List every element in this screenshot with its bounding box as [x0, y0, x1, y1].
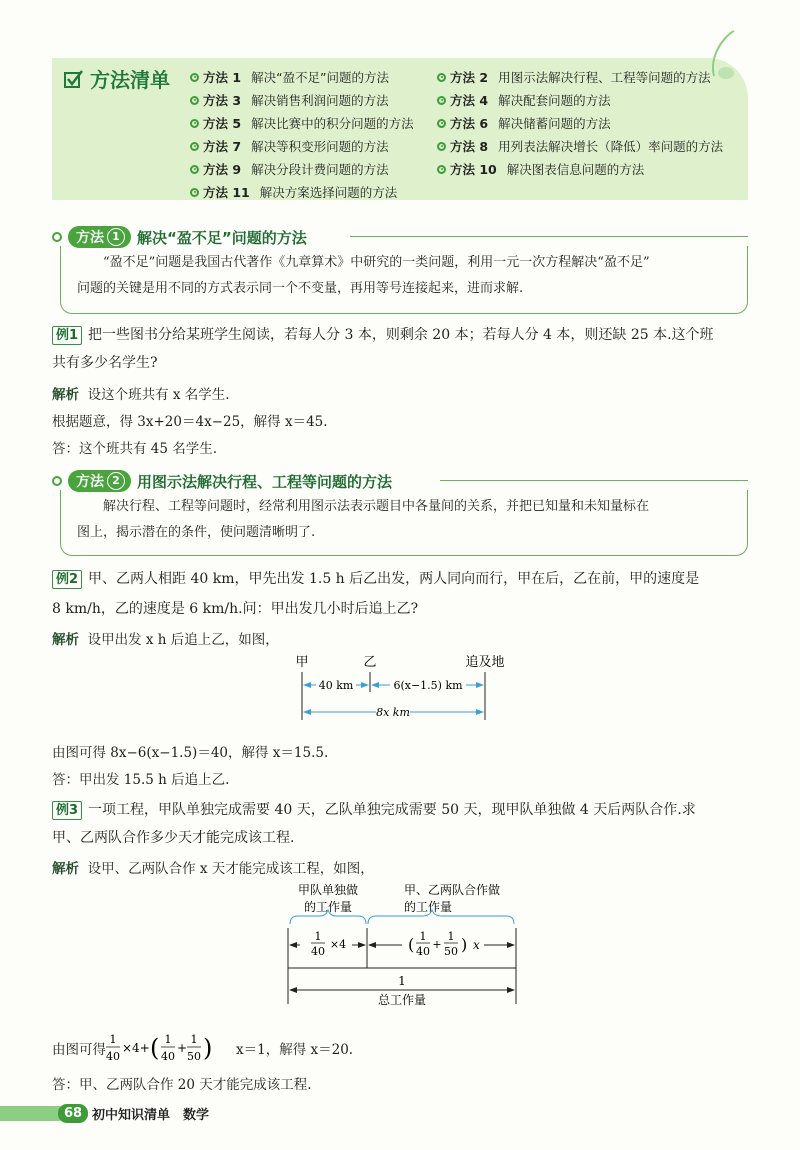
page-number: 68: [58, 1104, 88, 1123]
method1-label: 方法: [76, 230, 104, 246]
example3-answer-line2: [52, 1030, 353, 1066]
method-item-num: 方法 8: [450, 139, 489, 154]
bullet-icon: [190, 165, 199, 174]
method2-title: 用图示法解决行程、工程等问题的方法: [137, 472, 393, 491]
page-footer: [0, 1100, 260, 1128]
svg-text:x: x: [473, 938, 480, 952]
label-bg: [402, 930, 484, 960]
bullet-icon: [437, 142, 446, 151]
heading-bullet-icon: [52, 476, 62, 486]
label-6x: 6(x−1.5) km: [393, 679, 463, 692]
svg-text:50: 50: [187, 1050, 201, 1063]
svg-text:(: (: [408, 935, 415, 954]
example2-question: [52, 566, 748, 592]
divider: [350, 236, 748, 237]
method1-heading: [52, 226, 307, 248]
method-item-text: 解决销售利润问题的方法: [251, 93, 389, 108]
method2-label: 方法: [76, 474, 104, 490]
svg-text:1: 1: [164, 1033, 172, 1046]
example2-q-line2: 8 km/h，乙的速度是 6 km/h.问：甲出发几小时后追上乙?: [52, 601, 419, 617]
answer-text: 设甲出发 x h 后追上乙，如图，: [87, 632, 279, 648]
method-item-num: 方法 4: [450, 93, 489, 108]
panel-title-text: 方法清单: [90, 68, 170, 92]
method-item-text: 解决方案选择问题的方法: [259, 185, 398, 200]
answer-text: 设甲、乙两队合作 x 天才能完成该工程，如图，: [87, 861, 374, 877]
heading-bullet-icon: [52, 232, 62, 242]
method-item-5[interactable]: [190, 114, 414, 132]
bullet-icon: [190, 188, 199, 197]
svg-text:40: 40: [106, 1050, 120, 1063]
method-item-11[interactable]: [190, 183, 397, 201]
example2-tag: 例2: [52, 570, 82, 589]
method1-desc-box: [60, 246, 748, 314]
method-item-num: 方法 7: [203, 139, 242, 154]
example3-q-line2: 甲、乙两队合作多少天才能完成该工程.: [52, 830, 295, 846]
method-item-8[interactable]: [437, 137, 723, 155]
analysis-label: 解析: [52, 632, 79, 648]
svg-text:(: (: [150, 1034, 160, 1062]
answer-text: 设这个班共有 x 名学生.: [87, 387, 230, 403]
method-item-text: 解决比赛中的积分问题的方法: [251, 116, 414, 131]
svg-text:40: 40: [311, 945, 325, 958]
method-item-9[interactable]: [190, 160, 389, 178]
bullet-icon: [437, 119, 446, 128]
method-item-text: 解决“盈不足”问题的方法: [251, 70, 390, 85]
example1-answer-line1: [52, 383, 230, 403]
label-together-1: 甲、乙两队合作做: [403, 883, 501, 897]
method-item-num: 方法 11: [203, 185, 250, 200]
label-jia: 甲: [295, 655, 309, 670]
svg-text:1: 1: [447, 930, 455, 943]
example1-q-line2: 共有多少名学生?: [52, 355, 158, 371]
label-total-num: 1: [398, 974, 406, 988]
footer-text: 初中知识清单 数学: [92, 1108, 210, 1123]
example3-answer-line1: [52, 857, 374, 877]
bullet-icon: [190, 142, 199, 151]
method1-desc-line1: “盈不足”问题是我国古代著作《九章算术》中研究的一类问题，利用一元一次方程解决“盈不足”: [103, 255, 650, 270]
analysis-label: 解析: [52, 861, 79, 877]
method-item-num: 方法 6: [450, 116, 489, 131]
bullet-icon: [437, 165, 446, 174]
method-item-7[interactable]: [190, 137, 389, 155]
bullet-icon: [437, 96, 446, 105]
method-item-10[interactable]: [437, 160, 644, 178]
example3-tag: 例3: [52, 801, 82, 820]
bullet-icon: [190, 73, 199, 82]
eq-suffix: x＝1，解得 x＝20.: [236, 1042, 354, 1058]
method-item-num: 方法 5: [203, 116, 242, 131]
work-diagram: [280, 878, 530, 1010]
method2-heading: [52, 470, 392, 492]
example3-q-line1: 一项工程，甲队单独完成需要 40 天，乙队单独完成需要 50 天，现甲队单独做 4 天后两队合作.求: [88, 802, 696, 818]
divider: [440, 480, 748, 481]
method-item-text: 解决等积变形问题的方法: [251, 139, 389, 154]
method1-num: 1: [107, 228, 125, 246]
method-item-1[interactable]: [190, 68, 389, 86]
label-8x: 8x km: [376, 706, 410, 719]
label-40km: 40 km: [318, 679, 354, 692]
method1-title: 解决“盈不足”问题的方法: [137, 228, 307, 247]
method-item-text: 解决储蓄问题的方法: [498, 116, 611, 131]
label-jia-alone-2: 的工作量: [303, 900, 353, 914]
svg-text:50: 50: [444, 945, 458, 958]
method-item-6[interactable]: [437, 114, 611, 132]
method-item-text: 用图示法解决行程、工程等问题的方法: [498, 70, 711, 85]
method2-desc-box: [60, 490, 748, 556]
example1-answer-line2: 根据题意，得 3x+20＝4x−25，解得 x＝45.: [52, 414, 328, 430]
example2-q-line1: 甲、乙两人相距 40 km，甲先出发 1.5 h 后乙出发，两人同向而行，甲在后，乙在前，甲的速度是: [88, 571, 700, 587]
method-item-num: 方法 10: [450, 162, 497, 177]
svg-text:1: 1: [109, 1033, 117, 1046]
example2-answer-line3: 答：甲出发 15.5 h 后追上乙.: [52, 772, 230, 788]
svg-text:+: +: [177, 1041, 188, 1055]
svg-text:×4+: ×4+: [122, 1041, 150, 1055]
bullet-icon: [190, 96, 199, 105]
example1-q-line1: 把一些图书分给某班学生阅读，若每人分 3 本，则剩余 20 本；若每人分 4 本，则还缺 25 本.这个班: [88, 327, 714, 343]
panel-title: [64, 64, 170, 93]
svg-text:+: +: [432, 938, 442, 951]
method2-desc-line2: 图上，揭示潜在的条件，使问题清晰明了.: [77, 525, 316, 540]
method1-pill: [68, 226, 131, 248]
method-item-num: 方法 3: [203, 93, 242, 108]
example1-tag: 例1: [52, 326, 82, 345]
eq-prefix: 由图可得: [52, 1042, 106, 1058]
method1-desc-line2: 问题的关键是用不同的方式表示同一个不变量，再用等号连接起来，进而求解.: [77, 281, 524, 296]
chase-diagram: [280, 650, 520, 730]
svg-text:40: 40: [161, 1050, 175, 1063]
checkbox-check-icon: [64, 69, 84, 89]
method2-pill: [68, 470, 131, 492]
svg-text:40: 40: [416, 945, 430, 958]
bullet-icon: [437, 73, 446, 82]
svg-text:1: 1: [314, 930, 322, 943]
method2-desc-line1: 解决行程、工程等问题时，经常利用图示法表示题目中各量间的关系，并把已知量和未知量标在: [103, 499, 650, 514]
method-item-text: 解决配套问题的方法: [498, 93, 611, 108]
method-item-2[interactable]: [437, 68, 711, 86]
svg-text:): ): [203, 1034, 213, 1062]
method-item-text: 用列表法解决增长（降低）率问题的方法: [498, 139, 724, 154]
label-jia-alone-1: 甲队单独做: [297, 883, 359, 897]
footer-bar: [0, 1106, 66, 1121]
example1-question: [52, 322, 748, 348]
label-yi: 乙: [363, 655, 377, 670]
svg-text:1: 1: [419, 930, 427, 943]
label-together-2: 的工作量: [403, 900, 453, 914]
analysis-label: 解析: [52, 387, 79, 403]
svg-text:1: 1: [190, 1033, 198, 1046]
method-item-4[interactable]: [437, 91, 611, 109]
svg-text:×4: ×4: [329, 938, 347, 951]
bullet-icon: [190, 119, 199, 128]
method2-num: 2: [107, 472, 125, 490]
method-item-text: 解决图表信息问题的方法: [506, 162, 645, 177]
method-item-num: 方法 9: [203, 162, 242, 177]
method-item-num: 方法 2: [450, 70, 489, 85]
svg-text:): ): [461, 935, 468, 954]
example3-question: [52, 797, 748, 823]
label-total: 总工作量: [377, 993, 427, 1007]
example3-answer-line3: 答：甲、乙两队合作 20 天才能完成该工程.: [52, 1077, 312, 1093]
example2-answer-line2: 由图可得 8x−6(x−1.5)＝40，解得 x＝15.5.: [52, 745, 329, 761]
label-end: 追及地: [465, 655, 505, 670]
method-item-3[interactable]: [190, 91, 389, 109]
example1-answer-line3: 答：这个班共有 45 名学生.: [52, 441, 218, 457]
example2-answer-line1: [52, 628, 279, 648]
equation-fractions: [106, 1030, 236, 1066]
method-item-text: 解决分段计费问题的方法: [251, 162, 389, 177]
method-item-num: 方法 1: [203, 70, 242, 85]
